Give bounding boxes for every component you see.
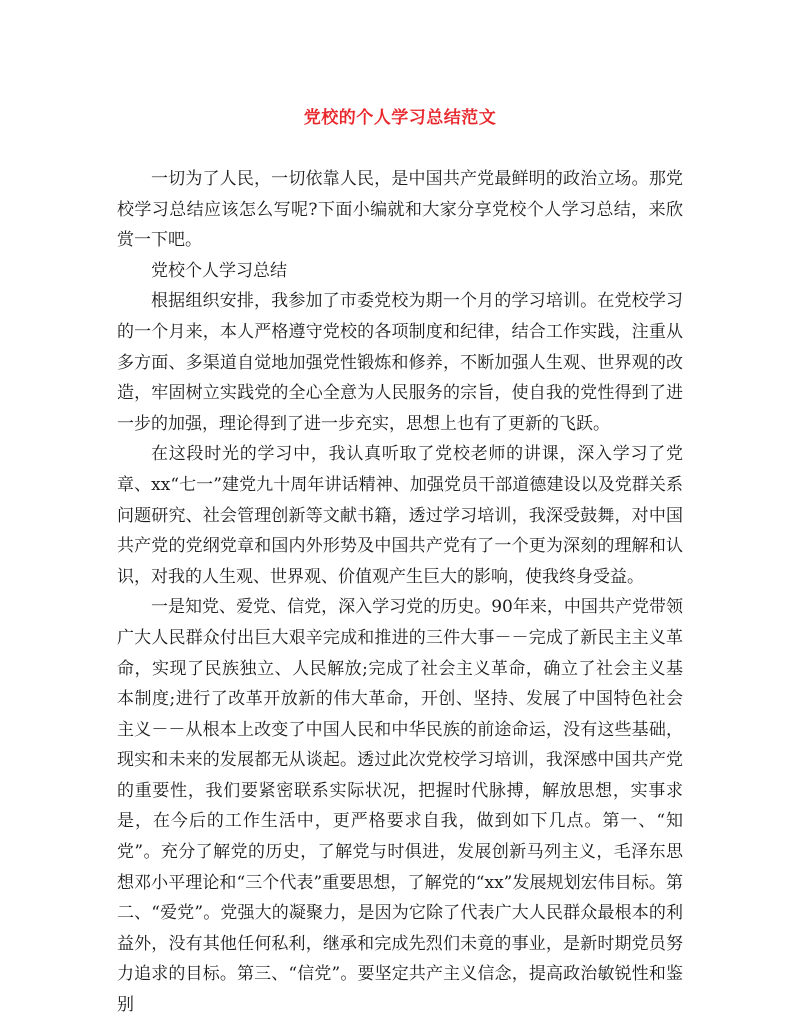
body-paragraph: 一是知党、爱党、信党，深入学习党的历史。90年来，中国共产党带领广大人民群众付出巨大艰辛完成和推进的三件大事－－完成了新民主主义革命，实现了民族独立、人民解放;完成了社会主义革命，确立了社会主义基本制度;进行了改革开放新的伟大革命，开创、坚持、发展了中国特色社会主义－－从根本上改变了中国人民和中华民族的前途命运，没有这些基础，现实和未来的发展都无从谈起。透过此次党校学习培训，我深感中国共产党的重要性，我们要紧密联系实际状况，把握时代脉搏，解放思想，实事求是，在今后的工作生活中，更严格要求自我，做到如下几点。第一、“知党”。充分了解党的历史，了解党与时俱进，发展创新马列主义，毛泽东思想邓小平理论和“三个代表”重要思想，了解党的“xx”发展规划宏伟目标。第二、“爱党”。党强大的凝聚力，是因为它除了代表广大人民群众最根本的利益外，没有其他任何私利，继承和完成先烈们未竟的事业，是新时期党员努力追求的目标。第三、“信党”。要坚定共产主义信念，提高政治敏锐性和鉴别 (117, 597, 683, 1016)
body-paragraph: 在这段时光的学习中，我认真听取了党校老师的讲课，深入学习了党章、xx“七一”建党九十周年讲话精神、加强党员干部道德建设以及党群关系问题研究、社会管理创新等文献书籍，透过学习培训，我深受鼓舞，对中国共产党的党纲党章和国内外形势及中国共产党有了一个更为深刻的理解和认识，对我的人生观、世界观、价值观产生巨大的影响，使我终身受益。 (117, 444, 683, 587)
intro-paragraph: 一切为了人民，一切依靠人民，是中国共产党最鲜明的政治立场。那党校学习总结应该怎么写呢?下面小编就和大家分享党校个人学习总结，来欣赏一下吧。 (117, 169, 683, 251)
document-title: 党校的个人学习总结范文 (303, 108, 497, 128)
section-heading: 党校个人学习总结 (151, 260, 287, 281)
body-paragraph: 根据组织安排，我参加了市委党校为期一个月的学习培训。在党校学习的一个月来，本人严格遵守党校的各项制度和纪律，结合工作实践，注重从多方面、多渠道自觉地加强党性锻炼和修养，不断加强人生观、世界观的改造，牢固树立实践党的全心全意为人民服务的宗旨，使自我的党性得到了进一步的加强，理论得到了进一步充实，思想上也有了更新的飞跃。 (117, 291, 683, 434)
document-body (117, 164, 683, 1021)
